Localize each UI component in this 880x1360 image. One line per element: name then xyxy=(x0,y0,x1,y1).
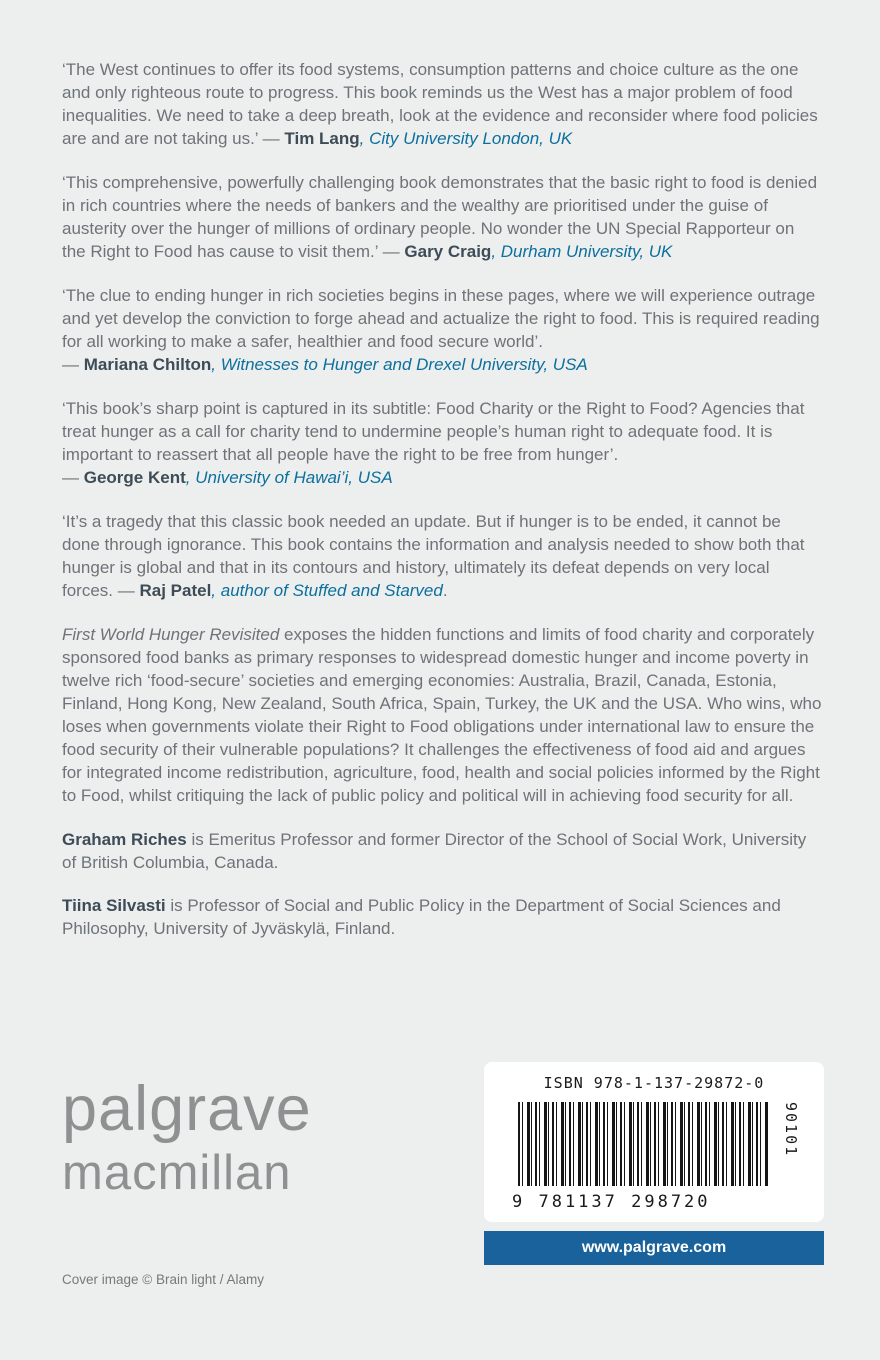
quote-text: ‘The West continues to offer its food systems, consumption patterns and choice culture as the one and only righteous route to progress. This book reminds us the West has a major problem of food inequalities. We need to take a deep breath, look at the evidence and reconsider where food policies are and are not taking us.’ xyxy=(62,60,818,148)
endorser-affiliation: City University London, UK xyxy=(369,129,573,148)
author-bios xyxy=(62,828,822,940)
palgrave-macmillan-logo xyxy=(62,1074,312,1200)
bio-text: is Professor of Social and Public Policy in the Department of Social Sciences and Philosophy, University of Jyväskylä, Finland. xyxy=(62,896,781,938)
bio-text: is Emeritus Professor and former Director of the School of Social Work, University of British Columbia, Canada. xyxy=(62,830,807,872)
endorser-affiliation: University of Hawai’i, USA xyxy=(195,468,393,487)
endorser-affiliation: Witnesses to Hunger and Drexel University, USA xyxy=(220,355,588,374)
bio-tiina-silvasti xyxy=(62,894,822,940)
endorser-name: George Kent xyxy=(83,468,186,487)
comma: , xyxy=(491,242,501,261)
isbn-label: ISBN 978-1-137-29872-0 xyxy=(543,1074,765,1092)
attribution-dash: — xyxy=(117,581,140,600)
endorser-name: Mariana Chilton xyxy=(83,355,212,374)
book-description xyxy=(62,623,822,807)
quote-raj-patel xyxy=(62,510,822,602)
attribution-dash: — xyxy=(62,468,84,487)
logo-palgrave: palgrave xyxy=(62,1074,312,1144)
endorsement-quotes xyxy=(62,58,822,602)
quote-text: ‘It’s a tragedy that this classic book needed an update. But if hunger is to be ended, it cannot be done through ignorance. This book contains the information and analysis needed to show both that hunger is global and that in its contours and history, ultimately its defeat depends on very local forces. xyxy=(62,512,805,600)
attribution-dash: — xyxy=(262,129,285,148)
cover-image-credit: Cover image © Brain light / Alamy xyxy=(62,1272,265,1287)
barcode-side-code: 90101 xyxy=(782,1102,800,1158)
cover-footer xyxy=(62,1062,824,1265)
endorser-name: Tim Lang xyxy=(284,129,360,148)
endorser-name: Gary Craig xyxy=(404,242,492,261)
attribution-dash: — xyxy=(382,242,405,261)
quote-mariana-chilton xyxy=(62,284,822,376)
attribution-dash: — xyxy=(62,355,84,374)
endorser-affiliation: Durham University, UK xyxy=(500,242,673,261)
quote-suffix: . xyxy=(442,581,448,600)
endorser-name: Raj Patel xyxy=(139,581,212,600)
quote-text: ‘This comprehensive, powerfully challenging book demonstrates that the basic right to food is denied in rich countries where the needs of bankers and the wealthy are prioritised under the guise of austerity over the hunger of millions of ordinary people. No wonder the UN Special Rapporteur on the Right to Food has cause to visit them.’ xyxy=(62,173,818,261)
barcode-panel xyxy=(484,1062,824,1222)
description-text: exposes the hidden functions and limits of food charity and corporately sponsored food banks as primary responses to widespread domestic hunger and income poverty in twelve rich ‘food-secure’ societies and emerging economies: Australia, Brazil, Canada, Estonia, Finland, Hong Kong, New Zealand, South Africa, Spain, Turkey, the UK and the USA. Who wins, who loses when governments violate their Right to Food obligations under international law to ensure the food security of their vulnerable populations? It challenges the effectiveness of food aid and argues for integrated income redistribution, agriculture, food, health and social policies informed by the Right to Food, whilst critiquing the lack of public policy and political will in achieving food security for all. xyxy=(62,625,822,805)
comma: , xyxy=(185,468,196,487)
quote-text: ‘This book’s sharp point is captured in its subtitle: Food Charity or the Right to Food? Agencies that treat hunger as a call for charity tend to undermine people’s human right to adequate food. It is important to reassert that all people have the right to be free from hunger’. xyxy=(62,399,805,464)
quote-tim-lang xyxy=(62,58,822,150)
endorser-affiliation: author of Stuffed and Starved xyxy=(220,581,443,600)
author-name: Graham Riches xyxy=(62,830,187,849)
barcode-icon xyxy=(518,1102,768,1186)
quote-george-kent xyxy=(62,397,822,489)
logo-macmillan: macmillan xyxy=(62,1146,292,1200)
book-title-italic: First World Hunger Revisited xyxy=(62,625,280,644)
barcode-digits: 9 781137 298720 xyxy=(512,1192,711,1212)
barcode-column xyxy=(484,1062,824,1265)
bio-graham-riches xyxy=(62,828,822,874)
barcode-row xyxy=(494,1102,814,1186)
comma: , xyxy=(211,581,221,600)
publisher-website-bar: www.palgrave.com xyxy=(484,1231,824,1265)
author-name: Tiina Silvasti xyxy=(62,896,166,915)
quote-text: ‘The clue to ending hunger in rich societies begins in these pages, where we will experience outrage and yet develop the conviction to forge ahead and actualize the right to food. This is required reading for all working to make a safer, healthier and food secure world’. xyxy=(62,286,820,351)
quote-gary-craig xyxy=(62,171,822,263)
comma: , xyxy=(211,355,221,374)
comma: , xyxy=(359,129,370,148)
